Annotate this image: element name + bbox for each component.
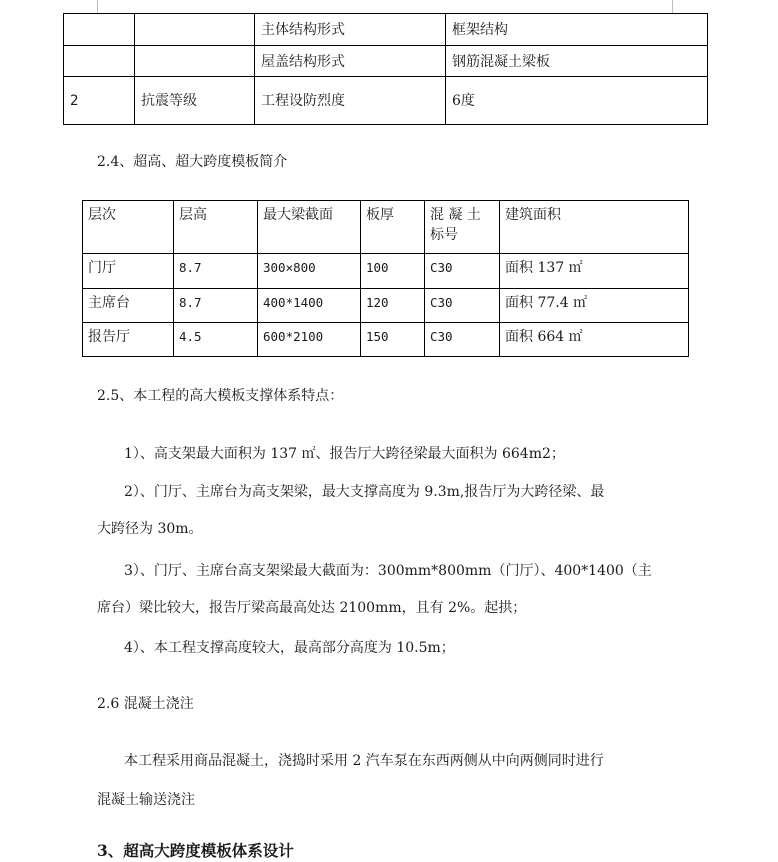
table-cell: C30: [425, 323, 500, 357]
list-item-continuation: 大跨径为 30m。: [97, 521, 203, 537]
table-header-row: [83, 201, 689, 254]
margin-guide-right: [672, 0, 673, 14]
table-row: [83, 323, 689, 357]
table-cell: [135, 46, 255, 77]
list-item: 4）、本工程支撑高度较大，最高部分高度为 10.5m；: [124, 640, 455, 656]
table-cell: 100: [361, 254, 425, 289]
header-cell-line: 混 凝 土: [430, 207, 481, 223]
table-cell: 4.5: [174, 323, 258, 357]
paragraph-line: 混凝土输送浇注: [97, 792, 195, 808]
table-cell: 钢筋混凝土梁板: [446, 46, 708, 77]
table-cell: 2: [64, 77, 135, 125]
formwork-table: [82, 200, 689, 357]
table-cell: 8.7: [174, 254, 258, 289]
section-heading-2-5: 2.5、本工程的高大模板支撑体系特点：: [97, 388, 344, 404]
structure-info-table: [63, 13, 708, 125]
table-cell: 门厅: [83, 254, 174, 289]
table-row: [64, 77, 708, 125]
list-item-continuation: 席台）梁比较大，报告厅梁高最高处达 2100mm，且有 2%。起拱；: [97, 600, 527, 616]
header-cell: [425, 201, 500, 254]
list-item: 2）、门厅、主席台为高支架梁，最大支撑高度为 9.3m,报告厅为大跨径梁、最: [124, 484, 605, 500]
header-cell: 层次: [83, 201, 174, 254]
list-item: 1）、高支架最大面积为 137 ㎡、报告厅大跨径梁最大面积为 664m2；: [124, 446, 565, 462]
margin-guide-left: [97, 0, 98, 14]
table-cell: 150: [361, 323, 425, 357]
table-cell: 6度: [446, 77, 708, 125]
table-cell: 600*2100: [258, 323, 361, 357]
table-cell: 400*1400: [258, 289, 361, 323]
table-cell: 面积 664 ㎡: [500, 323, 689, 357]
table-cell: 8.7: [174, 289, 258, 323]
table-cell: [64, 46, 135, 77]
paragraph-line: 本工程采用商品混凝土，浇捣时采用 2 汽车泵在东西两侧从中向两侧同时进行: [124, 753, 604, 769]
table-cell: 工程设防烈度: [255, 77, 446, 125]
section-heading-3: 3、超高大跨度模板体系设计: [97, 841, 294, 860]
table-cell: 面积 77.4 ㎡: [500, 289, 689, 323]
list-item: 3）、门厅、主席台高支架梁最大截面为：300mm*800mm（门厅）、400*1400（主: [124, 563, 652, 579]
section-heading-2-6: 2.6 混凝土浇注: [97, 696, 194, 712]
table-cell: 主体结构形式: [255, 14, 446, 46]
table-cell: 120: [361, 289, 425, 323]
header-cell-line: 标号: [430, 227, 458, 243]
table-cell: 面积 137 ㎡: [500, 254, 689, 289]
table-cell: 报告厅: [83, 323, 174, 357]
table-row: [83, 254, 689, 289]
table-cell: [64, 14, 135, 46]
table-row: [64, 46, 708, 77]
header-cell: 板厚: [361, 201, 425, 254]
table-cell: 抗震等级: [135, 77, 255, 125]
table-cell: 屋盖结构形式: [255, 46, 446, 77]
table-cell: 主席台: [83, 289, 174, 323]
table-row: [64, 14, 708, 46]
table-cell: [135, 14, 255, 46]
table-row: [83, 289, 689, 323]
table-cell: 框架结构: [446, 14, 708, 46]
header-cell: 最大梁截面: [258, 201, 361, 254]
header-cell: 层高: [174, 201, 258, 254]
table-cell: 300×800: [258, 254, 361, 289]
header-cell: 建筑面积: [500, 201, 689, 254]
table-cell: C30: [425, 254, 500, 289]
table-cell: C30: [425, 289, 500, 323]
section-heading-2-4: 2.4、超高、超大跨度模板简介: [97, 154, 288, 170]
